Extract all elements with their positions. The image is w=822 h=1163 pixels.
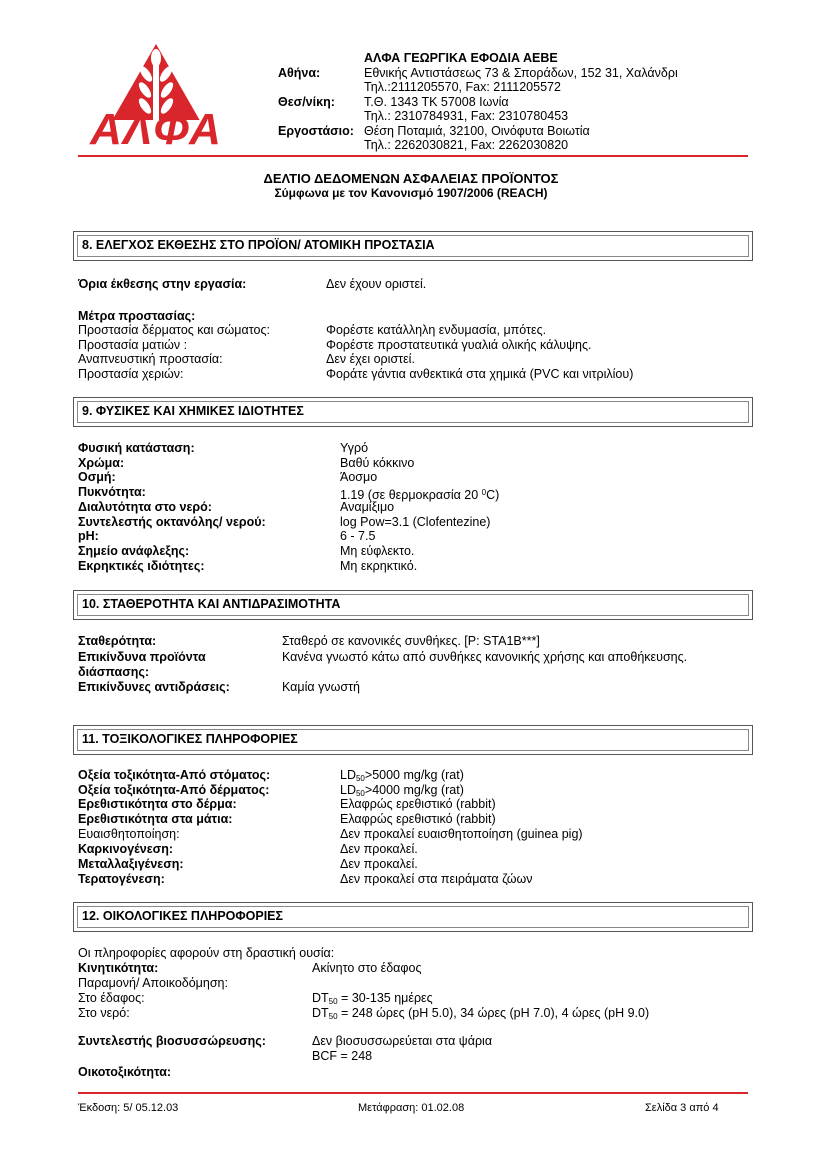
s8-row-value: Δεν έχει οριστεί. xyxy=(326,352,415,366)
s9-row-value: Αναμίξιμο xyxy=(340,500,395,514)
s11-row-label: Μεταλλαξιγένεση: xyxy=(78,857,184,871)
dt-subscript: 50 xyxy=(328,1012,338,1021)
thess-phone: Τηλ.: 2310784931, Fax: 2310780453 xyxy=(364,109,569,123)
ld-prefix: LD xyxy=(340,768,356,782)
water-value xyxy=(312,1006,649,1021)
s11-row-value: Δεν προκαλεί ευαισθητοποίηση (guinea pig) xyxy=(340,827,583,841)
s9-row-label: Χρώμα: xyxy=(78,456,125,470)
persistence-label: Παραμονή/ Αποικοδόμηση: xyxy=(78,976,228,990)
ecotox-label: Οικοτοξικότητα: xyxy=(78,1065,172,1079)
s9-row-label: Οσμή: xyxy=(78,470,116,484)
soil-label: Στο έδαφος: xyxy=(78,991,145,1005)
s11-row-value: Δεν προκαλεί. xyxy=(340,842,418,856)
section-12-header xyxy=(73,902,753,932)
section-11-header xyxy=(73,725,753,755)
density-unit: C) xyxy=(486,488,500,502)
limits-label: Όρια έκθεσης στην εργασία: xyxy=(78,277,247,291)
s12-intro: Οι πληροφορίες αφορούν στη δραστική ουσία: xyxy=(78,946,335,960)
reactions-label: Επικίνδυνες αντιδράσεις: xyxy=(78,680,230,694)
ld-subscript: 50 xyxy=(355,789,365,798)
s11-row-label: Ερεθιστικότητα στο δέρμα: xyxy=(78,797,237,811)
factory-label: Εργοστάσιο: xyxy=(278,124,354,138)
limits-value: Δεν έχουν οριστεί. xyxy=(326,277,427,291)
section-9-header xyxy=(73,397,753,427)
s9-row-label: Εκρηκτικές ιδιότητες: xyxy=(78,559,205,573)
s8-row-label: Προστασία χεριών: xyxy=(78,367,184,381)
s9-row-label: pH: xyxy=(78,529,99,543)
athens-label: Αθήνα: xyxy=(278,66,321,80)
ld-subscript: 50 xyxy=(355,774,365,783)
dt-subscript: 50 xyxy=(328,997,338,1006)
mobility-value: Ακίνητο στο έδαφος xyxy=(312,961,422,975)
factory-address: Θέση Ποταμιά, 32100, Οινόφυτα Βοιωτία xyxy=(364,124,590,138)
mobility-label: Κινητικότητα: xyxy=(78,961,159,975)
bio-label: Συντελεστής βιοσυσσώρευσης: xyxy=(78,1034,266,1048)
s8-row-label: Προστασία ματιών : xyxy=(78,338,188,352)
dt-prefix: DT xyxy=(312,1006,329,1020)
document-subtitle: Σύμφωνα με τον Κανονισμό 1907/2006 (REACH) xyxy=(274,186,548,200)
s11-row-label: Οξεία τοξικότητα-Από δέρματος: xyxy=(78,783,270,797)
decomp-value: Κανένα γνωστό κάτω από συνθήκες κανονικής χρήσης και αποθήκευσης. xyxy=(282,650,688,664)
ld-prefix: LD xyxy=(340,783,356,797)
reactions-value: Καμία γνωστή xyxy=(282,680,360,694)
ld-value: >5000 mg/kg (rat) xyxy=(364,768,464,782)
s11-row-value: Ελαφρώς ερεθιστικό (rabbit) xyxy=(340,812,496,826)
s11-row-value xyxy=(340,768,464,783)
decomp-label: Επικίνδυνα προϊόντα xyxy=(78,650,206,664)
thess-label: Θεσ/νίκη: xyxy=(278,95,335,109)
water-label: Στο νερό: xyxy=(78,1006,130,1020)
s8-row-value: Φορέστε προστατευτικά γυαλιά ολικής κάλυψης. xyxy=(326,338,592,352)
s11-row-value: Δεν προκαλεί στα πειράματα ζώων xyxy=(340,872,533,886)
s8-row-label: Αναπνευστική προστασία: xyxy=(78,352,223,366)
decomp-label-cont: διάσπασης: xyxy=(78,665,150,679)
s8-row-label: Προστασία δέρματος και σώματος: xyxy=(78,323,270,337)
bio-value: Δεν βιοσυσσωρεύεται στα ψάρια xyxy=(312,1034,493,1048)
dt-value: = 248 ώρες (pH 5.0), 34 ώρες (pH 7.0), 4 ώρες (pH 9.0) xyxy=(337,1006,650,1020)
factory-phone: Τηλ.: 2262030821, Fax: 2262030820 xyxy=(364,138,569,152)
s9-row-value: Άοσμο xyxy=(340,470,378,484)
s9-row-label: Διαλυτότητα στο νερό: xyxy=(78,500,212,514)
bio-bcf: BCF = 248 xyxy=(312,1049,373,1063)
s9-row-value: Βαθύ κόκκινο xyxy=(340,456,415,470)
s9-row-value: Υγρό xyxy=(340,441,369,455)
stability-value: Σταθερό σε κανονικές συνθήκες. [P: STA1B***] xyxy=(282,634,540,648)
s9-row-value: Μη εκρηκτικό. xyxy=(340,559,418,573)
soil-value xyxy=(312,991,433,1006)
athens-phone: Τηλ.:2111205570, Fax: 2111205572 xyxy=(364,80,561,94)
s11-row-label: Ευαισθητοποίηση: xyxy=(78,827,180,841)
density-degree: 0 xyxy=(481,488,487,497)
document-title: ΔΕΛΤΙΟ ΔΕΔΟΜΕΝΩΝ ΑΣΦΑΛΕΙΑΣ ΠΡΟΪΟΝΤΟΣ xyxy=(263,171,559,186)
s8-row-value: Φορέστε κατάλληλη ενδυμασία, μπότες. xyxy=(326,323,547,337)
company-name: ΑΛΦΑ ΓΕΩΡΓΙΚΑ ΕΦΟΔΙΑ ΑΕΒΕ xyxy=(364,51,558,65)
section-11-title: 11. ΤΟΞΙΚΟΛΟΓΙΚΕΣ ΠΛΗΡΟΦΟΡΙΕΣ xyxy=(82,732,298,746)
dt-value: = 30-135 ημέρες xyxy=(337,991,433,1005)
s9-row-label: Πυκνότητα: xyxy=(78,485,146,499)
footer-page: Σελίδα 3 από 4 xyxy=(645,1102,719,1114)
section-8-title: 8. ΕΛΕΓΧΟΣ ΕΚΘΕΣΗΣ ΣΤΟ ΠΡΟΪΟΝ/ ΑΤΟΜΙΚΗ ΠΡΟΣΤΑΣΙΑ xyxy=(82,238,435,252)
s9-row-value: Μη εύφλεκτο. xyxy=(340,544,415,558)
section-9-title: 9. ΦΥΣΙΚΕΣ ΚΑΙ ΧΗΜΙΚΕΣ ΙΔΙΟΤΗΤΕΣ xyxy=(82,404,304,418)
s11-row-label: Οξεία τοξικότητα-Από στόματος: xyxy=(78,768,271,782)
section-8-header xyxy=(73,231,753,261)
s8-row-value: Φοράτε γάντια ανθεκτικά στα χημικά (PVC και νιτριλίου) xyxy=(326,367,634,381)
s11-row-value: Ελαφρώς ερεθιστικό (rabbit) xyxy=(340,797,496,811)
athens-address: Εθνικής Αντιστάσεως 73 & Σποράδων, 152 31, Χαλάνδρι xyxy=(364,66,678,80)
s11-row-label: Ερεθιστικότητα στα μάτια: xyxy=(78,812,233,826)
s11-row-label: Καρκινογένεση: xyxy=(78,842,174,856)
footer-divider xyxy=(78,1092,748,1094)
stability-label: Σταθερότητα: xyxy=(78,634,157,648)
s9-row-label: Φυσική κατάσταση: xyxy=(78,441,195,455)
s9-row-value: log Pow=3.1 (Clofentezine) xyxy=(340,515,491,529)
section-12-title: 12. ΟΙΚΟΛΟΓΙΚΕΣ ΠΛΗΡΟΦΟΡΙΕΣ xyxy=(82,909,284,923)
s9-row-label: Σημείο ανάφλεξης: xyxy=(78,544,190,558)
s11-row-value: Δεν προκαλεί. xyxy=(340,857,418,871)
thess-address: Τ.Θ. 1343 ΤΚ 57008 Ιωνία xyxy=(364,95,509,109)
ld-value: >4000 mg/kg (rat) xyxy=(364,783,464,797)
measures-label: Μέτρα προστασίας: xyxy=(78,309,196,323)
s11-row-label: Τερατογένεση: xyxy=(78,872,165,886)
density-value: 1.19 (σε θερμοκρασία 20 xyxy=(340,488,482,502)
dt-prefix: DT xyxy=(312,991,329,1005)
footer-translation: Μετάφραση: 01.02.08 xyxy=(358,1102,465,1114)
s9-row-label: Συντελεστής οκτανόλης/ νερού: xyxy=(78,515,266,529)
logo-text: ΑΛΦΑ xyxy=(90,105,222,154)
s9-row-value: 6 - 7.5 xyxy=(340,529,376,543)
footer-edition: Έκδοση: 5/ 05.12.03 xyxy=(78,1102,179,1114)
header-divider xyxy=(78,155,748,157)
s11-row-value xyxy=(340,783,464,798)
s9-row-value xyxy=(340,485,499,500)
section-10-title: 10. ΣΤΑΘΕΡΟΤΗΤΑ ΚΑΙ ΑΝΤΙΔΡΑΣΙΜΟΤΗΤΑ xyxy=(82,597,341,611)
section-10-header xyxy=(73,590,753,620)
